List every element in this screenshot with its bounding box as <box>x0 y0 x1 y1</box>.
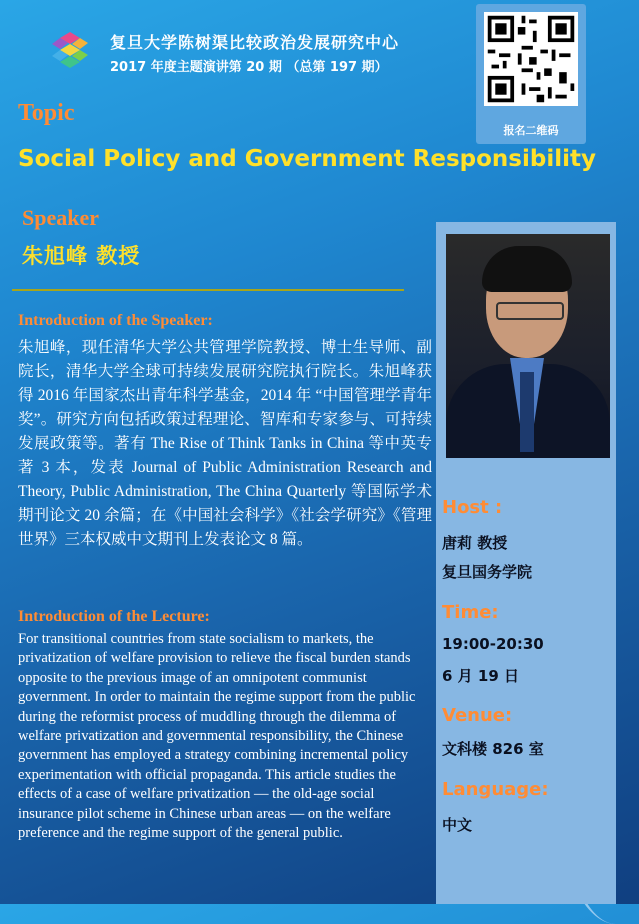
speaker-name: 朱旭峰 教授 <box>22 244 141 268</box>
topic-title: Social Policy and Government Responsibility <box>18 146 596 172</box>
speaker-intro-body: 朱旭峰，现任清华大学公共管理学院教授、博士生导师、副院长，清华大学全球可持续发展研究院执行院长。朱旭峰获得 2016 年国家杰出青年科学基金，2014 年 “中国管理学青年奖”。研究方向包括政策过程理论、智库和专家参与、可持续发展政策等。著有 The Rise of Think Tanks in China 等中英专著 3 本，发表 Journal of Public Administration Research and Theory, Public Administration, The China Quarterly 等国际学术期刊论文 20 余篇；在《中国社会科学》《社会学研究》《管理世界》三本权威中文期刊上发表论文 8 篇。 <box>18 339 432 548</box>
speaker-intro-heading: Introduction of the Speaker: <box>18 312 213 329</box>
qr-code-icon[interactable] <box>484 12 578 106</box>
speaker-photo <box>446 234 610 458</box>
qr-label: 报名二维码 <box>503 124 559 137</box>
speaker-label: Speaker <box>22 205 99 230</box>
organization-name: 复旦大学陈树渠比较政治发展研究中心 <box>110 33 400 52</box>
host-org: 复旦国务学院 <box>442 563 533 581</box>
date-value: 6 月 19 日 <box>442 667 519 685</box>
topic-label: Topic <box>18 100 75 126</box>
issue-number: 2017 年度主题演讲第 20 期 （总第 197 期） <box>110 60 388 75</box>
language-value: 中文 <box>442 816 473 834</box>
venue-label: Venue: <box>442 705 513 726</box>
lecture-intro-body: For transitional countries from state socialism to markets, the privatization of welfare provision to relieve the fiscal burden stands opposite to the previous image of an omnipotent communist government. In order to maintain the regime support from the public during the reformist process of muddling through the dilemma of welfare privatization and governmental responsibility, the Chinese government has employed a strategy combining incremental policy experimentation with official propaganda. This article studies the effects of a case of welfare privatization — the old-age social insurance pilot scheme in Chinese urban areas — on the welfare preference and the regime support of the general public. <box>18 631 416 842</box>
language-label: Language: <box>442 779 549 800</box>
qr-card[interactable] <box>476 4 586 144</box>
host-label: Host : <box>442 497 503 518</box>
divider <box>12 289 404 291</box>
time-value: 19:00-20:30 <box>442 635 544 653</box>
lecture-intro-heading: Introduction of the Lecture: <box>18 608 210 625</box>
center-logo-icon <box>50 30 90 74</box>
venue-value: 文科楼 826 室 <box>442 740 544 758</box>
time-label: Time: <box>442 602 499 623</box>
host-name: 唐莉 教授 <box>442 534 508 552</box>
